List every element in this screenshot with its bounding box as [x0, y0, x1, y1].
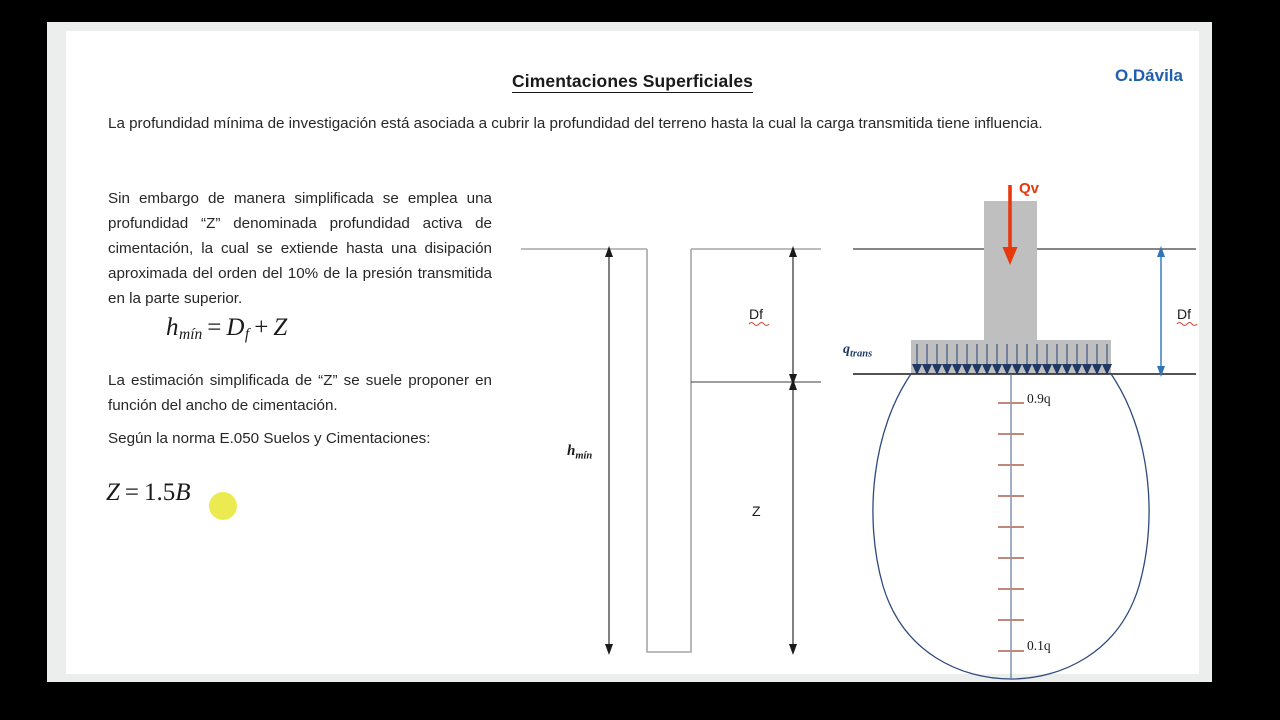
borehole-outline: [647, 249, 691, 652]
paragraph-norma: Según la norma E.050 Suelos y Cimentaciones:: [108, 430, 431, 447]
dimension-hmin: [605, 246, 613, 655]
slide-canvas: [66, 31, 1199, 674]
formula-z-coeff: 1.5: [144, 479, 176, 506]
paragraph-estimation: La estimación simplificada de “Z” se suele proponer en función del ancho de cimentación.: [108, 372, 492, 414]
formula-hmin-equals: =: [207, 314, 222, 341]
pressure-label-qtrans-sub: trans: [850, 348, 873, 360]
pressure-label-qtrans: [843, 342, 872, 360]
dimension-hmin-label-sub: mín: [575, 450, 593, 462]
formula-z: [106, 479, 191, 507]
dimension-df-right-label: Df: [1177, 306, 1191, 322]
diagram-pressure-bulb: [821, 161, 1241, 691]
formula-hmin-lhs-sub: mín: [179, 326, 203, 344]
paragraph-z-depth: Sin embargo de manera simplificada se emplea una profundidad “Z” denominada profundidad activa de cimentación, la cual se extiende hasta una disipación aproximada del orden del 10% de la presión transmitida en la parte superior.: [108, 190, 492, 307]
author-label: O.Dávila: [1114, 66, 1183, 85]
formula-z-equals: =: [124, 479, 140, 506]
page-title: [66, 71, 1199, 92]
cursor-click-highlight: [209, 492, 237, 520]
slide-frame: [47, 22, 1212, 682]
dimension-z: [789, 379, 797, 655]
formula-hmin: [166, 314, 287, 344]
paragraph-intro: La profundidad mínima de investigación está asociada a cubrir la profundidad del terreno hasta la cual la carga transmitida tiene influencia.: [108, 115, 1043, 132]
dimension-hmin-label-main: h: [567, 443, 576, 459]
dimension-df-right: [1157, 246, 1165, 377]
df-right-spellcheck-underline: [1177, 323, 1197, 326]
formula-hmin-rhs-z: Z: [273, 314, 288, 341]
load-label-qv: Qv: [1019, 180, 1040, 197]
dimension-hmin-label: [567, 443, 592, 462]
page-title-text: Cimentaciones Superficiales: [512, 71, 753, 91]
footing-pad: [911, 340, 1111, 374]
df-spellcheck-underline: [749, 323, 769, 326]
isobar-label-top: 0.9q: [1027, 391, 1051, 406]
dimension-z-label: Z: [752, 503, 761, 519]
isobar-label-bottom: 0.1q: [1027, 638, 1051, 653]
formula-hmin-rhs-sub: f: [244, 326, 250, 344]
formula-hmin-lhs: h: [166, 314, 179, 341]
formula-z-var: B: [175, 479, 191, 506]
pressure-label-qtrans-main: q: [843, 342, 850, 357]
dimension-df: [789, 246, 797, 385]
formula-hmin-plus: +: [254, 314, 269, 341]
diagram-soil-profile: [521, 181, 821, 681]
dimension-df-label: Df: [749, 306, 763, 322]
formula-z-lhs: Z: [106, 479, 120, 506]
formula-hmin-rhs-d: D: [226, 314, 245, 341]
